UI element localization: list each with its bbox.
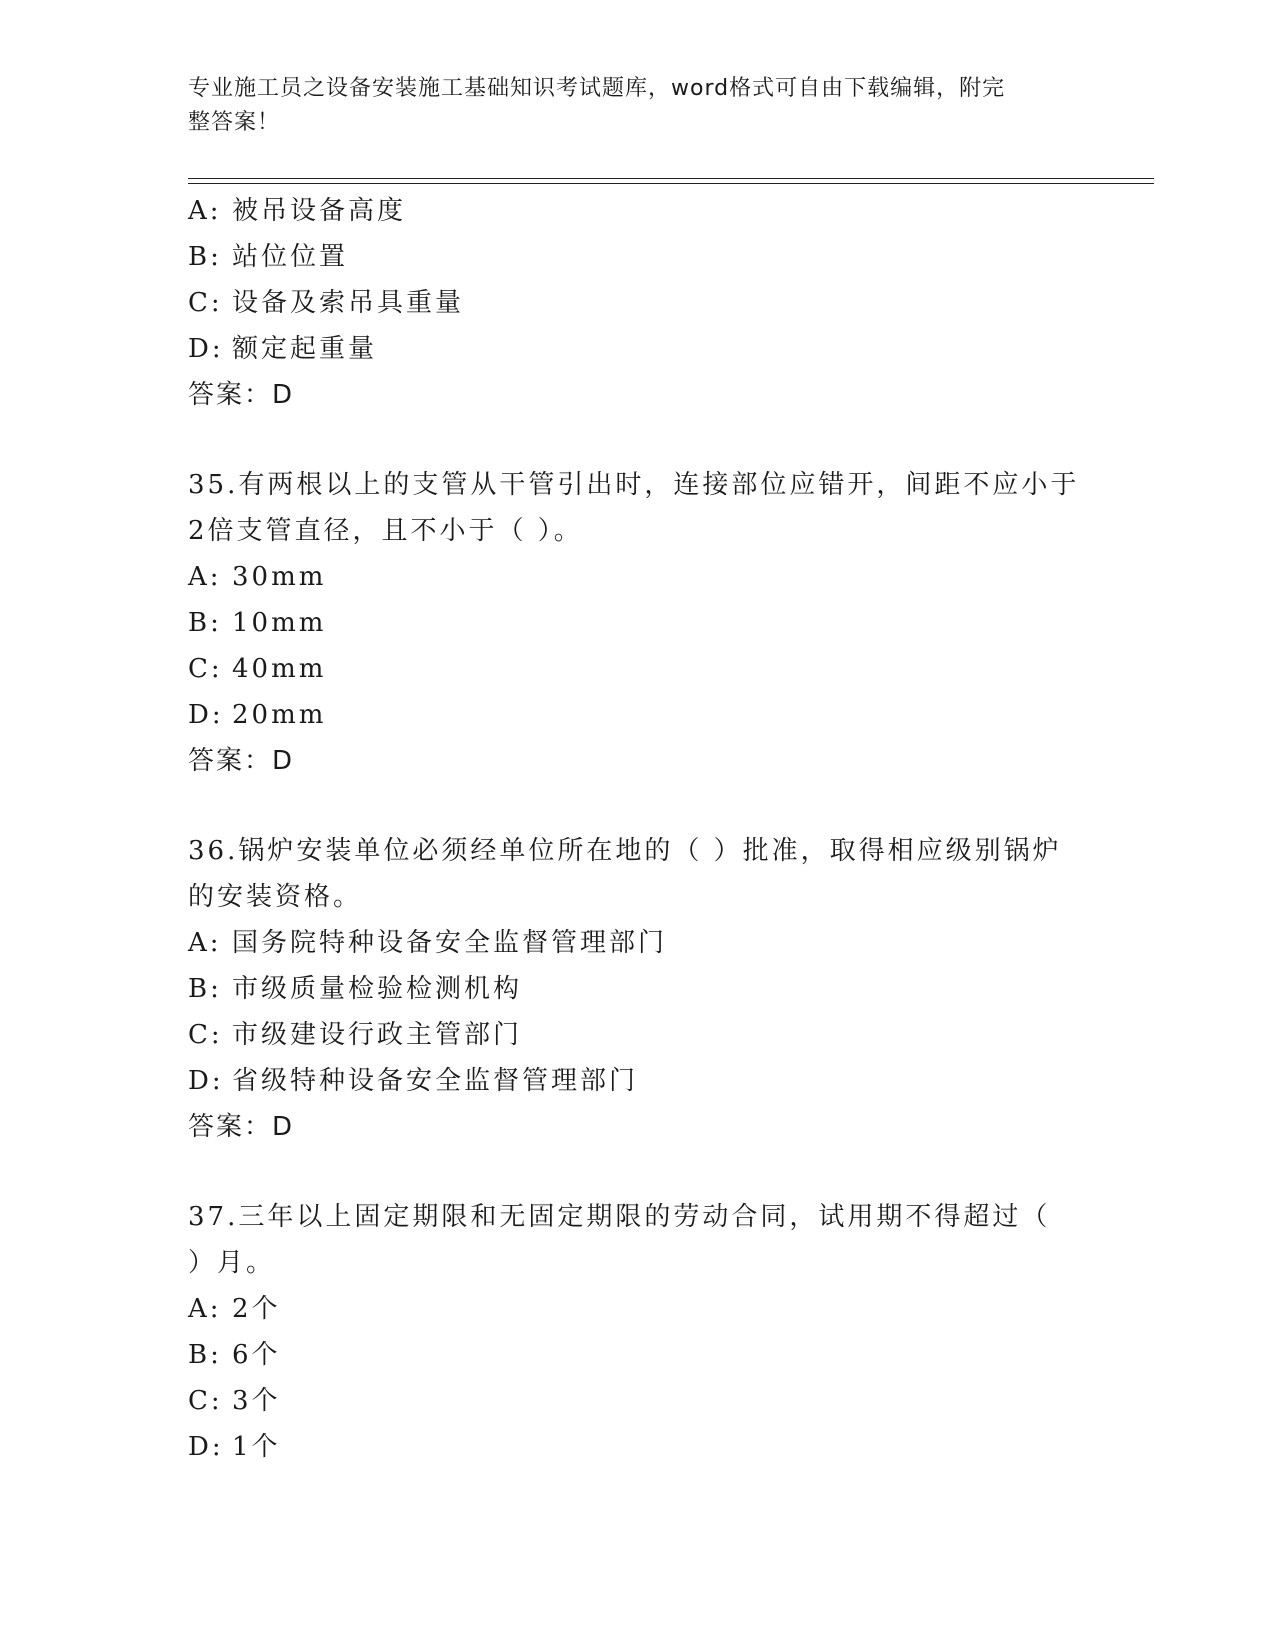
question-36-stem-line-1: 36.锅炉安装单位必须经单位所在地的（ ）批准，取得相应级别锅炉	[188, 836, 1062, 866]
question-34	[188, 188, 1088, 418]
document-header	[188, 72, 1088, 140]
question-37-stem-line-1: 37.三年以上固定期限和无固定期限的劳动合同，试用期不得超过（	[188, 1202, 1051, 1232]
option-a: A: 被吊设备高度	[188, 196, 407, 226]
option-a: A: 30mm	[188, 562, 327, 592]
option-d: D: 额定起重量	[188, 334, 378, 364]
option-a: A: 国务院特种设备安全监督管理部门	[188, 928, 668, 958]
question-35-stem-line-1: 35.有两根以上的支管从干管引出时，连接部位应错开，间距不应小于	[188, 470, 1080, 500]
header-line-2: 整答案！	[188, 110, 281, 135]
answer-35: 答案：D	[188, 746, 295, 776]
option-a: A: 2个	[188, 1294, 281, 1324]
question-36	[188, 828, 1088, 1150]
option-c: C: 40mm	[188, 654, 327, 684]
option-b: B: 市级质量检验检测机构	[188, 974, 523, 1004]
question-37	[188, 1194, 1088, 1470]
question-35	[188, 462, 1088, 784]
question-36-stem-line-2: 的安装资格。	[188, 882, 363, 912]
header-line-1: 专业施工员之设备安装施工基础知识考试题库，word格式可自由下载编辑，附完	[188, 76, 1006, 101]
option-c: C: 3个	[188, 1386, 281, 1416]
option-b: B: 10mm	[188, 608, 327, 638]
question-37-stem-line-2: ）月。	[188, 1248, 276, 1278]
question-list	[188, 188, 1088, 1470]
option-b: B: 6个	[188, 1340, 281, 1370]
option-c: C: 市级建设行政主管部门	[188, 1020, 523, 1050]
option-d: D: 1个	[188, 1432, 281, 1462]
option-c: C: 设备及索吊具重量	[188, 288, 465, 318]
question-35-stem-line-2: 2倍支管直径，且不小于（ ）。	[188, 516, 583, 546]
option-b: B: 站位位置	[188, 242, 349, 272]
answer-36: 答案：D	[188, 1112, 295, 1142]
option-d: D: 20mm	[188, 700, 327, 730]
answer-34: 答案：D	[188, 380, 295, 410]
header-divider-bottom	[188, 183, 1154, 184]
header-divider-top	[188, 178, 1154, 179]
option-d: D: 省级特种设备安全监督管理部门	[188, 1066, 639, 1096]
